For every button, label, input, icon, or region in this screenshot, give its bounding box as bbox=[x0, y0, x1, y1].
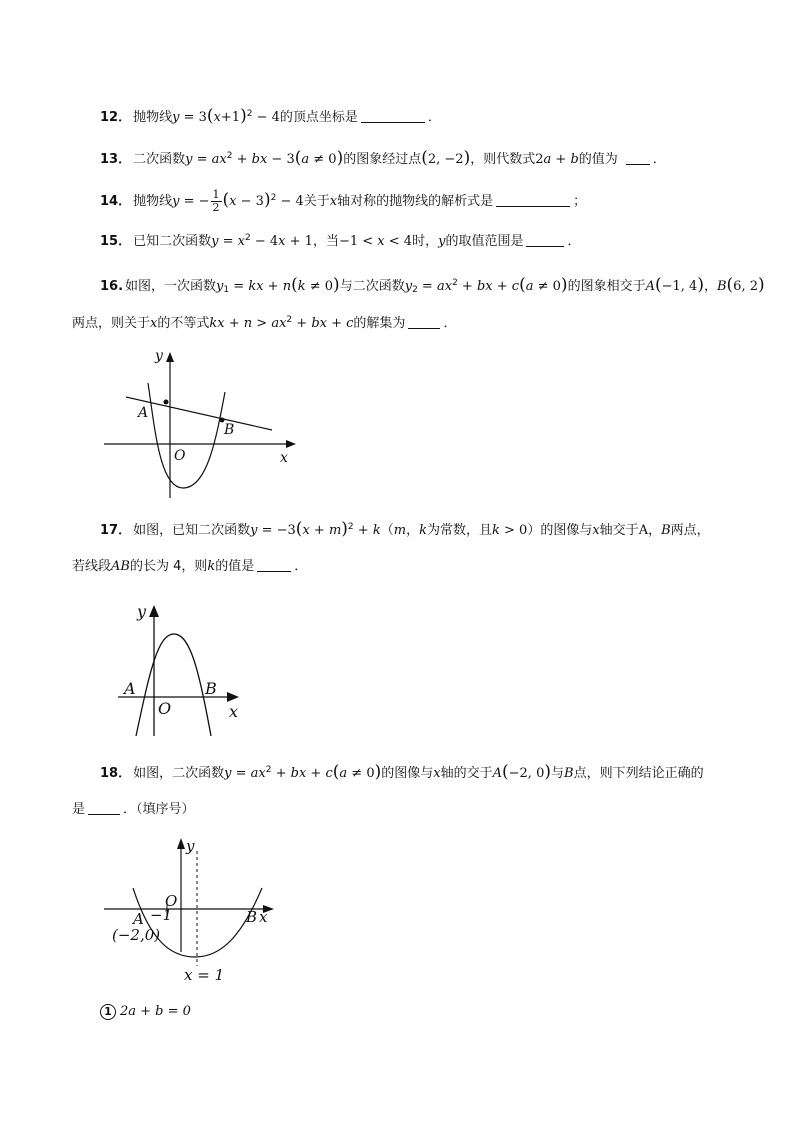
x-label: x bbox=[280, 450, 288, 466]
question-18-line-1: 18． 如图，二次函数$y = ax^2$ + bx + c(a ≠ 0)的图像与x轴的交于A(−2, 0)与B点，则下列结论正确的 bbox=[100, 762, 704, 782]
question-text: 抛物线 bbox=[133, 194, 173, 209]
symmetry-axis-label: x = 1 bbox=[184, 966, 225, 984]
y-label: y bbox=[186, 837, 195, 855]
point-a-label: A bbox=[133, 910, 144, 928]
question-number: 18． bbox=[100, 766, 132, 781]
option-text: 2a + b = 0 bbox=[120, 1004, 191, 1019]
question-18-line-2: 是 ．（填序号） bbox=[72, 802, 195, 817]
question-17-line-2: 若线段AB的长为 4，则k的值是 ． bbox=[72, 559, 308, 574]
point-a-label: A bbox=[138, 405, 149, 421]
origin-label: O bbox=[174, 448, 186, 464]
question-number: 12． bbox=[100, 110, 132, 125]
tick-label-neg1: −1 bbox=[150, 906, 173, 924]
y-axis-arrow bbox=[177, 838, 185, 849]
question-number: 14． bbox=[100, 194, 132, 209]
question-16-line-1: 16. 如图，一次函数$y_1$ = kx + n(k ≠ 0)与二次函数$y_2 = ax^2$ + bx + c(a ≠ 0)的图象相交于A(−1, 4)，B(6, 2) bbox=[100, 275, 765, 295]
y-label: y bbox=[137, 602, 147, 621]
origin-label: O bbox=[158, 699, 172, 718]
origin-label: O bbox=[165, 892, 178, 910]
question-12: 12． 抛物线$y = 3(x+1)^2 - 4$的顶点坐标是 ． bbox=[100, 106, 441, 126]
point-b-label: B bbox=[205, 679, 217, 698]
question-number: 15． bbox=[100, 234, 132, 249]
question-number: 17． bbox=[100, 523, 132, 538]
option-number: 1 bbox=[100, 1004, 116, 1020]
x-label: x bbox=[259, 908, 268, 926]
question-15: 15． 已知二次函数$y = x^2 - 4x + 1$，当−1 < x < 4时，y的取值范围是 ． bbox=[100, 233, 581, 249]
question-text: 二次函数 bbox=[133, 152, 186, 167]
x-label: x bbox=[229, 702, 239, 721]
question-text: 已知二次函数 bbox=[133, 234, 212, 249]
point-a-label: A bbox=[124, 679, 136, 698]
question-number: 16. bbox=[100, 279, 124, 294]
option-1 bbox=[100, 1002, 191, 1022]
question-13: 13． 二次函数$y = ax^2$ + bx − 3(a ≠ 0)的图象经过点(2, −2)，则代数式2a + b的值为 ． bbox=[100, 148, 666, 168]
question-number: 13． bbox=[100, 152, 132, 167]
question-17-line-1: 17． 如图，已知二次函数$y = -3(x + m)^2 + k(m$，k为常数，且k > 0）的图像与x轴交于A，B两点， bbox=[100, 519, 710, 539]
question-text: 抛物线 bbox=[133, 110, 173, 125]
question-text: 的顶点坐标是 bbox=[279, 110, 358, 125]
y-label: y bbox=[155, 348, 163, 364]
point-b-label: B bbox=[224, 422, 235, 438]
question-14: 14． 抛物线y = − $\frac{1}{2}$ $(x - 3)^2 - 4$关于x轴对称的抛物线的解析式是 ； bbox=[100, 188, 587, 214]
question-16-line-2: 两点，则关于x的不等式kx + $n > ax^2$ + bx + c的解集为 ． bbox=[72, 315, 457, 331]
point-b-label: B bbox=[246, 908, 258, 926]
point-a-coord: (−2,0) bbox=[112, 926, 161, 944]
